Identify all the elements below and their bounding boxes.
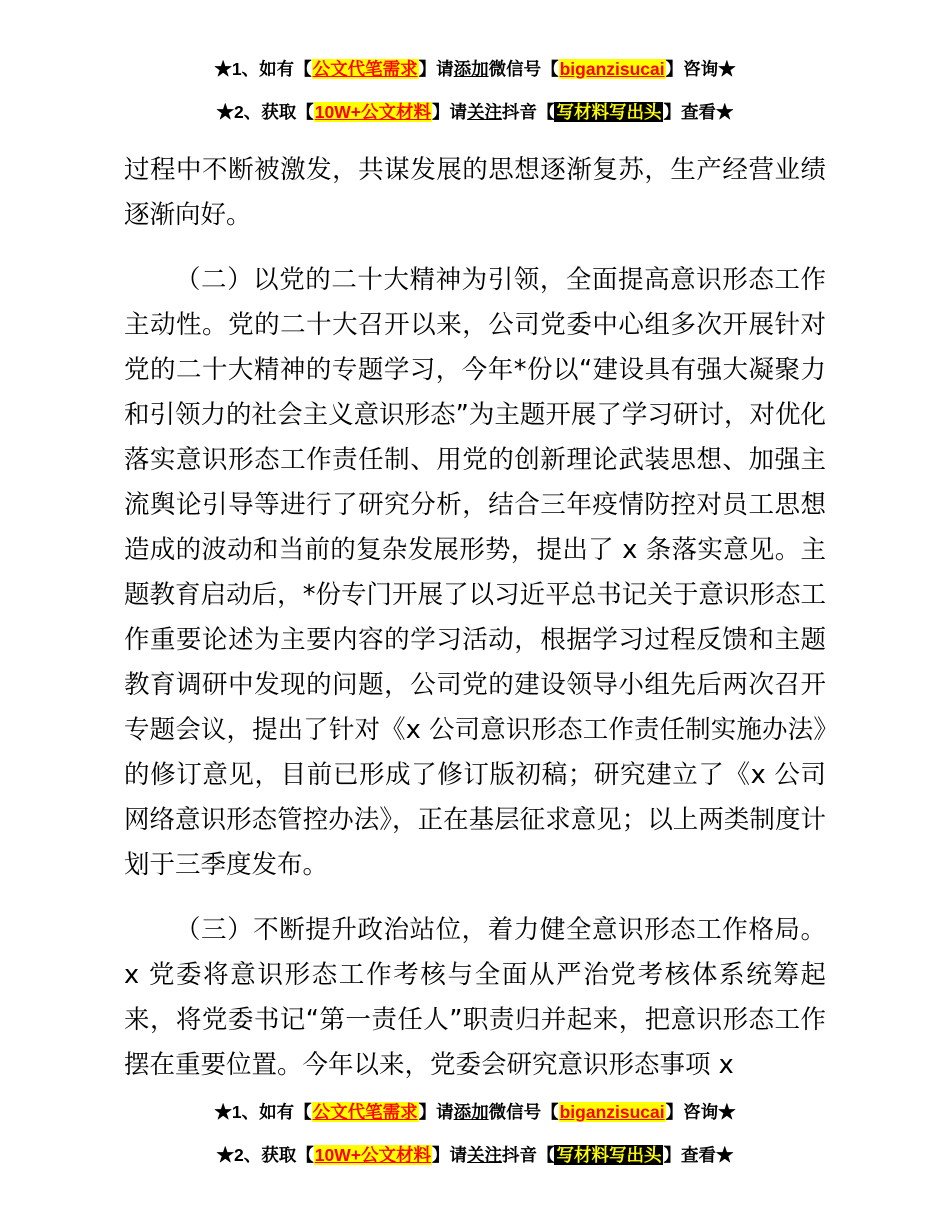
- promo-line-1-highlight-demand: 公文代笔需求: [312, 1101, 418, 1122]
- promo-line-1-number: 1、: [231, 1101, 260, 1122]
- promo-line-1-bracket-right: 】: [418, 1101, 437, 1122]
- promo-line-2-text-3: 抖音: [501, 1144, 537, 1165]
- promo-line-1-bracket2-right: 】: [665, 1101, 684, 1122]
- star-left-icon-2: ★: [216, 1144, 235, 1165]
- promo-line-2-text-4: 查看: [680, 102, 716, 123]
- promo-line-2-number: 2、: [234, 1144, 262, 1165]
- promo-line-1-text-1: 如有: [259, 59, 295, 79]
- promo-line-1-bracket2-right: 】: [665, 59, 684, 79]
- promo-banner-top: [124, 0, 826, 126]
- promo-line-1-bracket-right: 】: [418, 59, 437, 79]
- promo-line-2-number: 2、: [234, 102, 262, 123]
- promo-line-2-text-4: 查看: [680, 1144, 716, 1165]
- paragraph-spacer: [124, 238, 826, 258]
- star-left-icon-2: ★: [216, 102, 235, 123]
- promo-line-2-highlight-materials: 10W+公文材料: [314, 102, 431, 123]
- promo-line-1-text-2-underlined: 添加: [453, 1101, 489, 1122]
- promo-line-1-text-1: 如有: [259, 1101, 295, 1122]
- promo-line-1-number: 1、: [231, 59, 260, 79]
- promo-banner-bottom: [0, 1099, 950, 1169]
- promo-line-2-text-1: 获取: [261, 102, 297, 123]
- promo-line-2-bracket2-right: 】: [663, 1144, 681, 1165]
- promo-line-1-bottom: [0, 1099, 950, 1125]
- star-right-icon-2: ★: [715, 1144, 734, 1165]
- promo-line-2-bracket-left: 【: [296, 102, 314, 123]
- promo-line-2-bracket-left: 【: [296, 1144, 314, 1165]
- promo-line-1-bracket-left: 【: [294, 59, 312, 79]
- promo-line-1-bracket2-left: 【: [541, 1101, 559, 1122]
- promo-line-1-wechat-id: biganzisucai: [559, 1101, 665, 1122]
- promo-line-2-douyin-account: 写材料写出头: [556, 102, 662, 123]
- promo-line-1-text-2: 请: [436, 59, 454, 79]
- document-body: [124, 148, 826, 1088]
- promo-line-1-text-4: 咨询: [683, 59, 719, 79]
- star-right-icon: ★: [718, 1101, 736, 1122]
- promo-line-2-text-2: 请: [449, 102, 467, 123]
- promo-line-2-text-1: 获取: [261, 1144, 297, 1165]
- star-left-icon: ★: [214, 59, 232, 79]
- star-right-icon: ★: [718, 59, 736, 79]
- promo-line-2-bracket-right: 】: [431, 102, 450, 123]
- paragraph: （三）不断提升政治站位，着力健全意识形态工作格局。x 党委将意识形态工作考核与全面从严治党考核体系统筹起来，将党委书记“第一责任人”职责归并起来，把意识形态工作摆在重要位置。今年以来，党委会研究意识形态事项 x: [124, 914, 826, 1080]
- promo-line-1: [124, 56, 826, 82]
- promo-line-1-bracket-left: 【: [294, 1101, 312, 1122]
- promo-line-2-highlight-materials: 10W+公文材料: [314, 1144, 431, 1165]
- paragraph: （二）以党的二十大精神为引领，全面提高意识形态工作主动性。党的二十大召开以来，公司党委中心组多次开展针对党的二十大精神的专题学习，今年*份以“建设具有强大凝聚力和引领力的社会主义意识形态”为主题开展了学习研讨，对优化落实意识形态工作责任制、用党的创新理论武装思想、加强主流舆论引导等进行了研究分析，结合三年疫情防控对员工思想造成的波动和当前的复杂发展形势，提出了 x 条落实意见。主题教育启动后，*份专门开展了以习近平总书记关于意识形态工作重要论述为主要内容的学习活动，根据学习过程反馈和主题教育调研中发现的问题，公司党的建设领导小组先后两次召开专题会议，提出了针对《x 公司意识形态工作责任制实施办法》的修订意见，目前已形成了修订版初稿；研究建立了《x 公司网络意识形态管控办法》，正在基层征求意见；以上两类制度计划于三季度发布。: [124, 264, 826, 880]
- promo-line-1-text-4: 咨询: [683, 1101, 719, 1122]
- promo-line-1-bracket2-left: 【: [541, 59, 559, 79]
- paragraph: 过程中不断被激发，共谋发展的思想逐渐复苏，生产经营业绩逐渐向好。: [124, 154, 826, 230]
- promo-line-1-text-2-underlined: 添加: [453, 59, 489, 79]
- paragraph-spacer: [124, 888, 826, 908]
- promo-line-1-text-2: 请: [436, 1101, 454, 1122]
- promo-line-1-text-3: 微信号: [488, 1101, 542, 1122]
- promo-line-2-bottom: [0, 1142, 950, 1168]
- promo-line-2-bracket-right: 】: [431, 1144, 450, 1165]
- promo-line-2-bracket2-left: 【: [536, 102, 555, 123]
- promo-line-2-text-3: 抖音: [501, 102, 537, 123]
- promo-line-2-douyin-account: 写材料写出头: [556, 1144, 662, 1165]
- promo-line-2-text-2: 请: [449, 1144, 467, 1165]
- promo-line-2-bracket2-left: 【: [536, 1144, 555, 1165]
- promo-line-1-text-3: 微信号: [488, 59, 542, 79]
- star-right-icon-2: ★: [715, 102, 734, 123]
- promo-line-1-wechat-id: biganzisucai: [559, 59, 665, 79]
- promo-line-1-highlight-demand: 公文代笔需求: [312, 59, 418, 79]
- promo-line-2: [124, 99, 826, 125]
- promo-line-2-bracket2-right: 】: [663, 102, 681, 123]
- promo-line-2-text-2-underlined: 关注: [466, 1144, 502, 1165]
- star-left-icon: ★: [214, 1101, 232, 1122]
- promo-line-2-text-2-underlined: 关注: [466, 102, 502, 123]
